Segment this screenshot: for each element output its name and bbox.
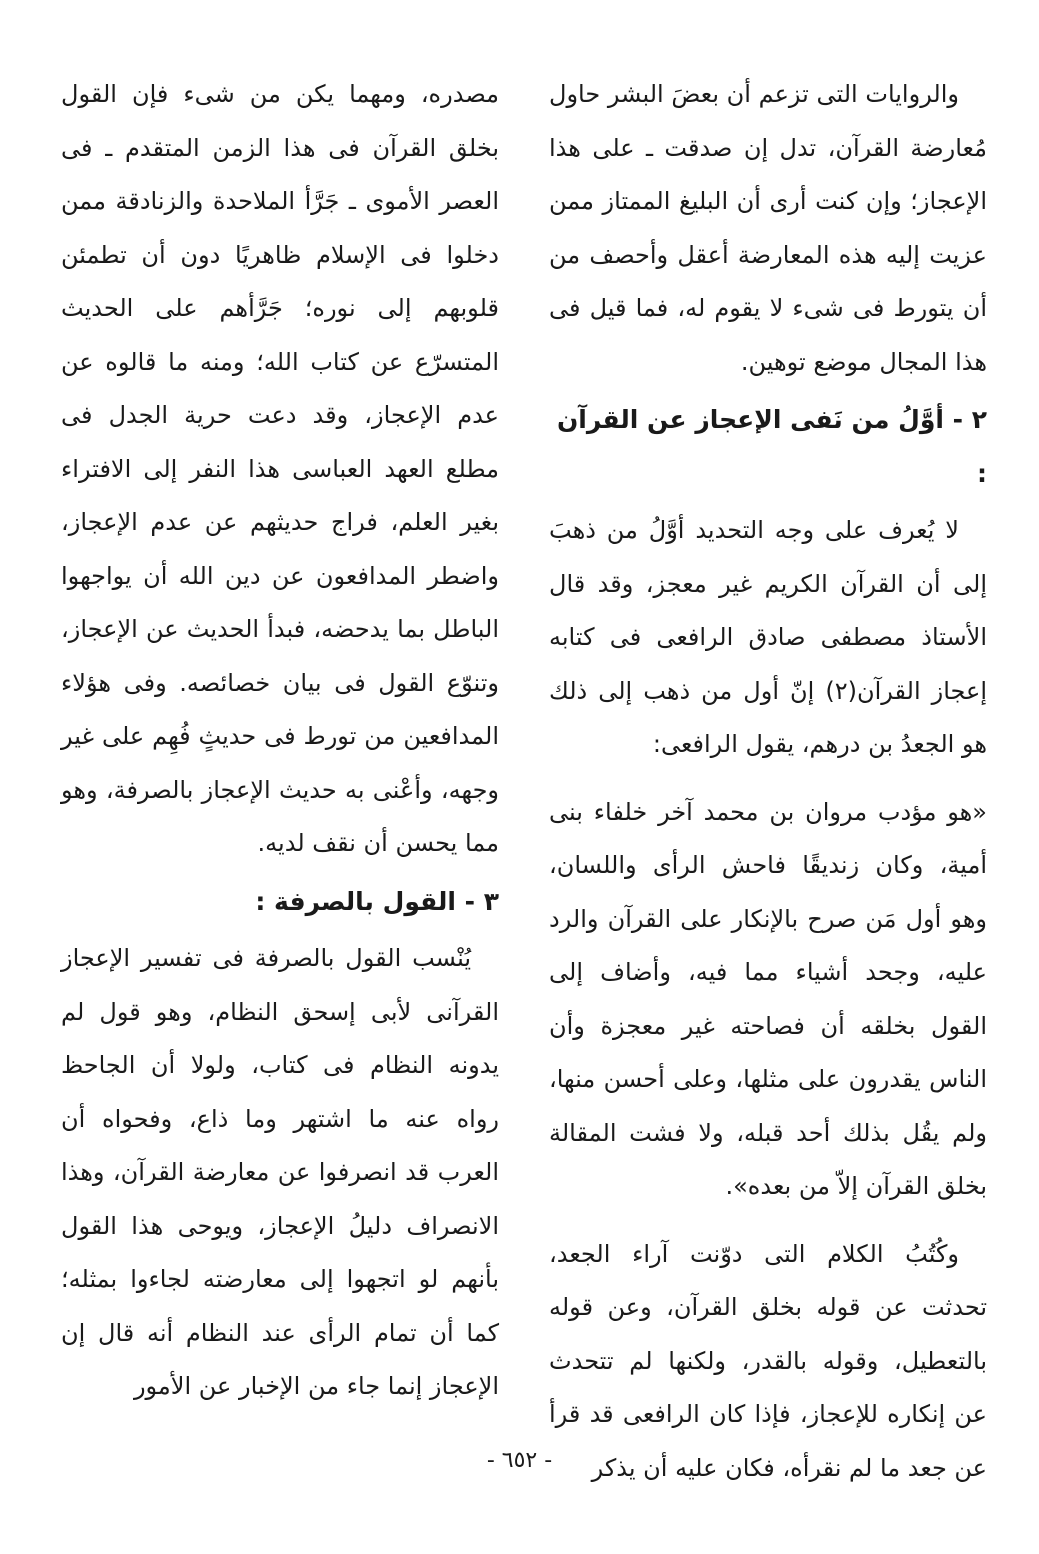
section-heading-3: ٣ - القول بالصرفة : — [255, 886, 499, 916]
spacer — [549, 772, 987, 786]
spacer — [549, 1214, 987, 1228]
left-column — [61, 68, 499, 1414]
right-paragraph-2: لا يُعرف على وجه التحديد أوَّلُ من ذهبَ إلى أن القرآن الكريم غير معجز، وقد قال الأستاذ مصطفى صادق الرافعى فى كتابه إعجاز القرآن(٢) إنّ أول من ذهب إلى ذلك هو الجعدُ بن درهم، يقول الرافعى: — [549, 516, 988, 758]
right-column — [549, 68, 987, 1495]
rafii-quote: «هو مؤدب مروان بن محمد آخر خلفاء بنى أمية، وكان زنديقًا فاحش الرأى واللسان، وهو أول مَن صرح بالإنكار على القرآن والرد عليه، وجحد أشياء مما فيه، وأضاف إلى القول بخلقه أن فصاحته غير معجزة وأن الناس يقدرون على مثلها، وعلى أحسن منها، ولم يقُل بذلك أحد قبله، ولا فشت المقالة بخلق القرآن إلاّ من بعده». — [549, 797, 987, 1200]
left-paragraph-1: مصدره، ومهما يكن من شىء فإن القول بخلق القرآن فى هذا الزمن المتقدم ـ فى العصر الأموى ـ جَرَّأ الملاحدة والزنادقة ممن دخلوا فى الإسلام ظاهريًا دون أن تطمئن قلوبهم إلى نوره؛ جَرَّأهم على الحديث المتسرّع عن كتاب الله؛ ومنه ما قالوه عن عدم الإعجاز، وقد دعت حرية الجدل فى مطلع العهد العباسى هذا النفر إلى الافتراء بغير العلم، فراج حديثهم عن عدم الإعجاز، واضطر المدافعون عن دين الله أن يواجهوا الباطل بما يدحضه، فبدأ الحديث عن الإعجاز، وتنوّع القول فى بيان خصائصه. وفى هؤلاء المدافعين من تورط فى حديثٍ فُهِم على غير وجهه، وأعْنى به حديث الإعجاز بالصرفة، وهو مما يحسن أن نقف لديه. — [61, 80, 499, 857]
left-paragraph-2: يُنْسب القول بالصرفة فى تفسير الإعجاز القرآنى لأبى إسحق النظام، وهو قول لم يدونه النظام فى كتاب، ولولا أن الجاحظ رواه عنه ما اشتهر وما ذاع، وفحواه أن العرب قد انصرفوا عن معارضة القرآن، وهذا الانصراف دليلُ الإعجاز، ويوحى هذا القول بأنهم لو اتجهوا إلى معارضته لجاءوا بمثله؛ كما أن تمام الرأى عند النظام أنه قال إن الإعجاز إنما جاء من الإخبار عن الأمور — [61, 944, 499, 1400]
page-number: - ٦٥٢ - — [486, 1448, 553, 1473]
section-heading-2: ٢ - أوَّلُ من نَفى الإعجاز عن القرآن : — [556, 405, 987, 488]
right-paragraph-3: وكُتُبُ الكلام التى دوّنت آراء الجعد، تحدثت عن قوله بخلق القرآن، وعن قوله بالتعطيل، وقوله بالقدر، ولكنها لم تتحدث عن إنكاره للإعجاز، فإذا كان الرافعى قد قرأ عن جعد ما لم نقرأه، فكان عليه أن يذكر — [549, 1239, 987, 1482]
right-paragraph-1: والروايات التى تزعم أن بعضَ البشر حاول مُعارضة القرآن، تدل إن صدقت ـ على هذا الإعجاز؛ وإن كنت أرى أن البليغ الممتاز ممن عزيت إليه هذه المعارضة أعقل وأحصف من أن يتورط فى شىء لا يقوم له، فما قيل فى هذا المجال موضع توهين. — [549, 80, 987, 376]
